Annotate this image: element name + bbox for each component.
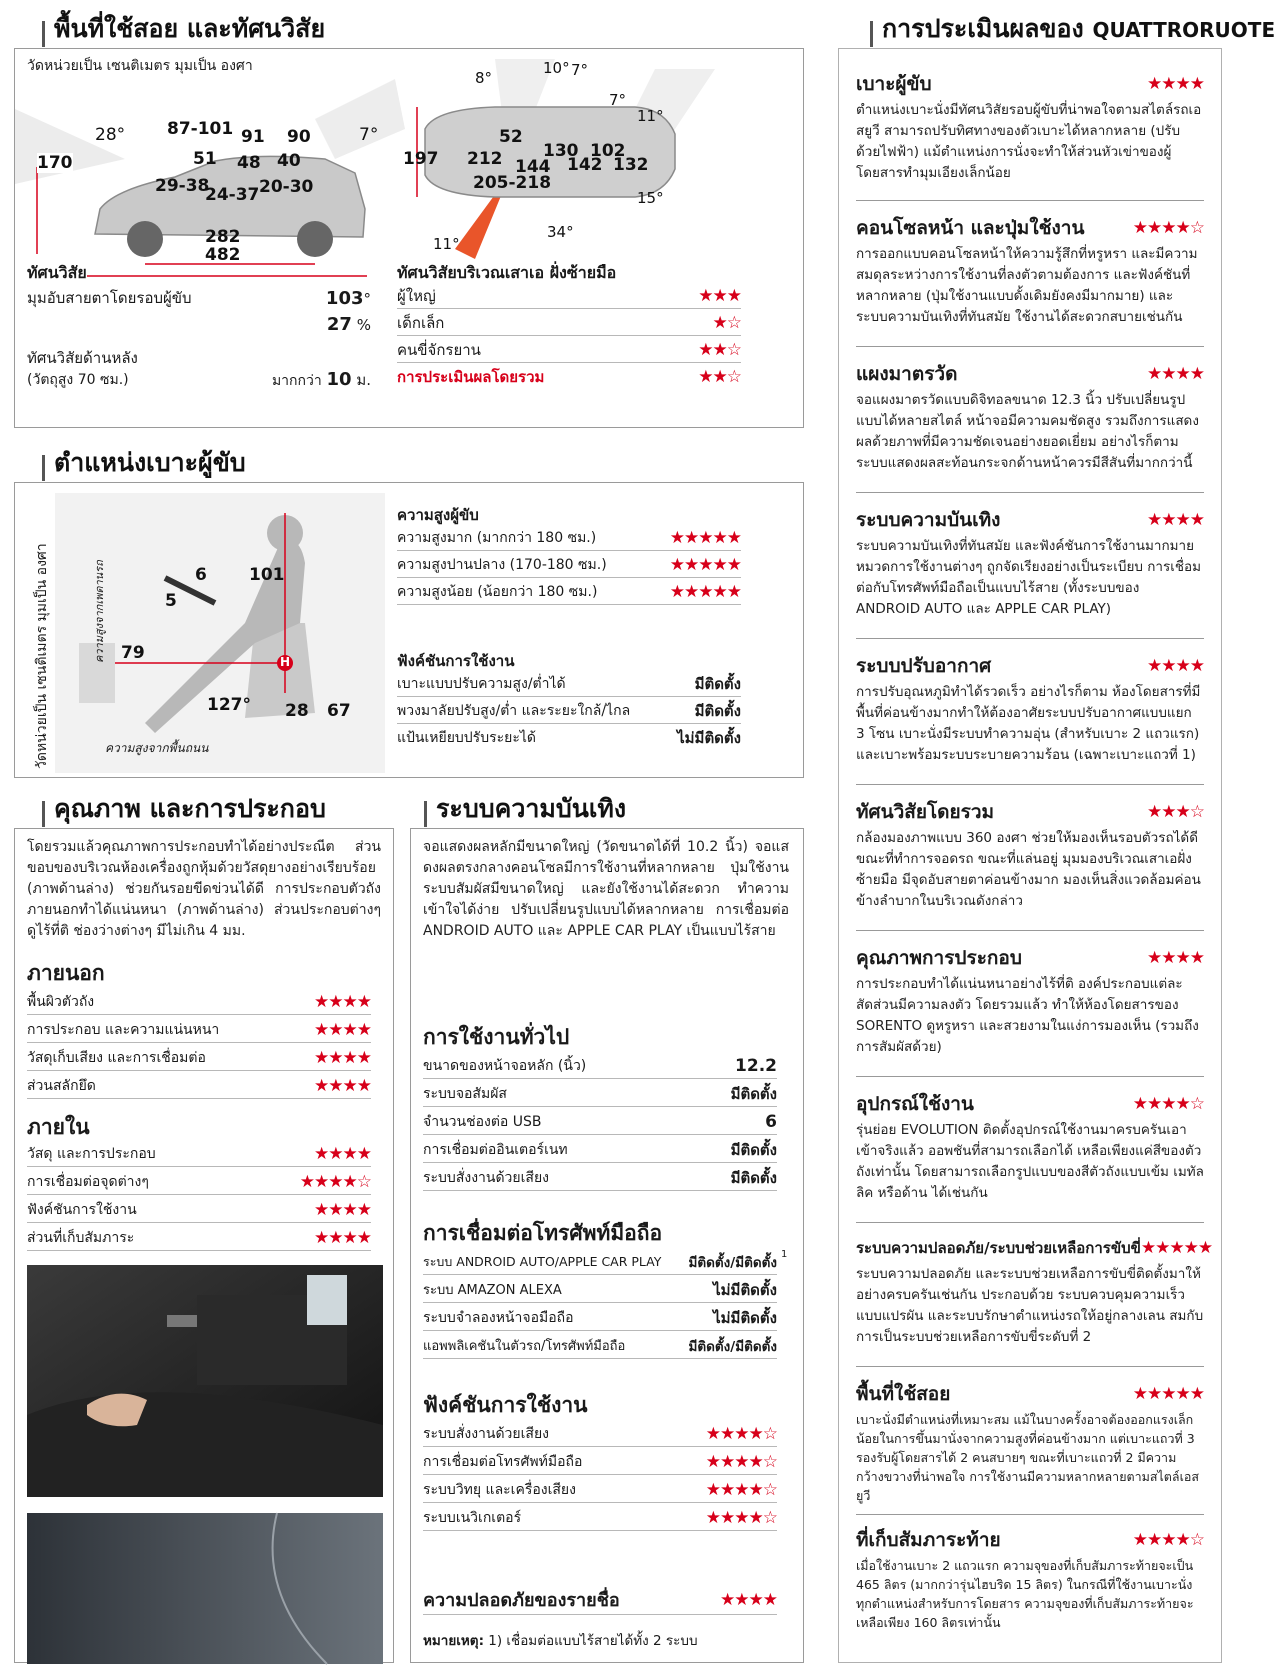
ent-func-row-phone: การเชื่อมต่อโทรศัพท์มือถือ ★★★★☆ [423, 1449, 777, 1475]
ent-func-row-voice: ระบบสั่งงานด้วยเสียง ★★★★☆ [423, 1421, 777, 1447]
top-angle-1: 8° [475, 69, 493, 87]
section-hook [42, 455, 45, 481]
review-item-space: พื้นที่ใช้สอย ★★★★★ เบาะนั่งมีตำแหน่งที่เหมาะสม แม้ในบางครั้งอาจต้องออกแรงเล็กน้อยในการขึ้นมานั่งจากความสูงที่ค่อนข้างมาก แต่เบาะแถวที่ 3 รองรับผู้โดยสารได้ 2 คนสบายๆ ขณะที่เบาะแถวที่ 2 มีความกว้างขวางที่น่าพอใจ การใช้งานมีความหลากหลายตามสไตล์เอสยูวี [856, 1383, 1204, 1503]
review-item-entertainment: ระบบความบันเทิง ★★★★ ระบบความบันเทิงที่ทันสมัย และฟังค์ชันการใช้งานมากมาย หมวดการใช้งานต่างๆ ถูกจัดเรียงอย่างเป็นระเบียบ การเชื่อมต่อกับโทรศัพท์มือถือเป็นแบบไร้สาย (ทั้งระบบของ ANDROID AUTO และ APPLE CAR PLAY) [856, 509, 1204, 617]
rear-visibility-label-1: ทัศนวิสัยด้านหลัง [27, 349, 138, 367]
gen-row-usb: จำนวนช่องต่อ USB 6 [423, 1109, 777, 1135]
driver-func-row-seat: เบาะแบบปรับความสูง/ต่ำได้ มีติดตั้ง [397, 671, 741, 697]
review-divider [856, 492, 1204, 493]
review-title-driver-seat: เบาะผู้ขับ [856, 73, 932, 95]
driver-blind-angle-label: มุมอับสายตาโดยรอบผู้ขับ [27, 289, 192, 307]
ent-func-row-radio: ระบบวิทยุ และเครื่องเสียง ★★★★☆ [423, 1477, 777, 1503]
percent-value: 27 % [326, 313, 371, 335]
top-width: 197 [403, 149, 439, 169]
side-mid-seat: 48 [237, 153, 261, 173]
entertainment-intro: จอแสดงผลหลักมีขนาดใหญ่ (วัดขนาดได้ที่ 10.2 นิ้ว) จอแสดงผลตรงกลางคอนโซลมีการใช้งานที่หลากหลาย ปุ่มใช้งานระบบสัมผัสมีขนาดใหญ่ และยังใช้งานได้สะดวก ทำความเข้าใจได้ง่าย ปรับเปลี่ยนรูปแบบได้หลากหลาย การเชื่อมต่อ ANDROID AUTO และ APPLE CAR PLAY เป็นแบบไร้สาย [423, 839, 789, 939]
side-rear-seat: 40 [277, 151, 301, 171]
side-length: 482 [205, 245, 241, 265]
phone-row-android: ระบบ ANDROID AUTO/APPLE CAR PLAY มีติดตั้ง/มีติดตั้ง [423, 1249, 777, 1275]
section-hook [42, 21, 45, 47]
top-102: 102 [590, 141, 626, 161]
review-item-build-quality: คุณภาพการประกอบ ★★★★ การประกอบทำได้แน่นหนาอย่างไร้ที่ติ องค์ประกอบแต่ละสัดส่วนมีความลงตัว โดยรวมแล้ว ทำให้ห้องโดยสารของ SORENTO ดูหรูหรา และสวยงามในแง่การมองเห็น (รวมถึงการสัมผัสด้วย) [856, 947, 1204, 1055]
entertainment-title: ระบบความบันเทิง [424, 794, 626, 824]
review-title: การประเมินผลของ QUATTRORUOTE [870, 14, 1275, 45]
quality-title: คุณภาพ และการประกอบ [42, 794, 326, 824]
top-angle-5: 11° [637, 107, 664, 125]
driver-height-heading: ความสูงผู้ขับ [397, 506, 479, 524]
ext-row-insulation: วัสดุเก็บเสียง และการเชื่อมต่อ ★★★★ [27, 1045, 371, 1071]
pillar-row-adult: ผู้ใหญ่ ★★★ [397, 283, 741, 309]
review-divider [856, 784, 1204, 785]
ent-functions-heading: ฟังค์ชันการใช้งาน [423, 1393, 588, 1417]
percent-row [27, 311, 371, 337]
section-hook [870, 21, 873, 47]
roof-height-label: ความสูงจากเพดานรถ [93, 560, 106, 663]
driver-position-title: ตำแหน่งเบาะผู้ขับ [42, 448, 246, 478]
side-mid-head: 91 [241, 127, 265, 147]
pillar-adult-stars: ★★★ [698, 285, 741, 306]
driver-height-row-short: ความสูงน้อย (น้อยกว่า 180 ซม.) ★★★★★ [397, 579, 741, 605]
pillar-row-cyclist: คนขี่จักรยาน ★★☆ [397, 337, 741, 363]
top-144: 144 [515, 157, 551, 177]
driver-func-row-wheel: พวงมาลัยปรับสูง/ต่ำ และระยะใกล้/ไกล มีติดตั้ง [397, 698, 741, 724]
int-row-storage: ส่วนที่เก็บสัมภาระ ★★★★ [27, 1225, 371, 1251]
space-visibility-title: พื้นที่ใช้สอย และทัศนวิสัย [42, 14, 325, 44]
review-divider [856, 638, 1204, 639]
review-divider [856, 346, 1204, 347]
gen-row-voice: ระบบสั่งงานด้วยเสียง มีติดตั้ง [423, 1165, 777, 1191]
contacts-safety-row: ความปลอดภัยของรายชื่อ ★★★★ [423, 1585, 777, 1615]
top-52: 52 [499, 127, 523, 147]
visibility-heading: ทัศนวิสัย [27, 263, 87, 282]
ent-func-row-nav: ระบบเนวิเกเตอร์ ★★★★☆ [423, 1505, 777, 1531]
driver-vertical-unit: วัดหน่วยเป็น เซนติเมตร มุมเป็น องศา [34, 543, 50, 769]
side-rear-head: 90 [287, 127, 311, 147]
driver-position-box [14, 482, 804, 778]
entertainment-box [410, 828, 804, 1663]
top-angle-2: 10° [543, 59, 570, 77]
phone-row-apps: แอพพลิเคชันในตัวรถ/โทรศัพท์มือถือ มีติดตั้ง/มีติดตั้ง [423, 1333, 777, 1359]
ext-row-assembly: การประกอบ และความแน่นหนา ★★★★ [27, 1017, 371, 1043]
seat-label-67: 67 [327, 701, 351, 721]
driver-height-row-mid: ความสูงปานปลาง (170-180 ซม.) ★★★★★ [397, 552, 741, 578]
pillar-row-child: เด็กเล็ก ★☆ [397, 310, 741, 336]
gen-row-internet: การเชื่อมต่ออินเตอร์เนท มีติดตั้ง [423, 1137, 777, 1163]
review-item-console: คอนโซลหน้า และปุ่มใช้งาน ★★★★☆ การออกแบบคอนโซลหน้าให้ความรู้สึกที่หรูหรา และมีความสมดุลระหว่างการใช้งานที่ลงตัวตามต้องการ และฟังค์ชันที่หลากหลาย (ปุ่มใช้งานแบบดั้งเดิมยังคงมีมากมาย) และระบบความบันเทิงที่ทันสมัย ใช้งานได้สะดวกสบายเช่นกัน [856, 217, 1204, 325]
driver-func-row-pedal: แป้นเหยียบปรับระยะได้ ไม่มีติดตั้ง [397, 729, 741, 747]
space-visibility-box [14, 48, 804, 428]
top-angle-3: 7° [571, 61, 589, 79]
pillar-overall-stars: ★★☆ [698, 367, 741, 387]
review-item-instruments: แผงมาตรวัด ★★★★ จอแผงมาตรวัดแบบดิจิทอลขนาด 12.3 นิ้ว ปรับเปลี่ยนรูปแบบได้หลายสไตล์ หน้าจอมีความคมชัดสูง รวมถึงการแสดงผลด้วยภาพที่มีความชัดเจนอย่างยอดเยี่ยม อย่างไรก็ตามระบบแสดงผลสะท้อนกระจกด้านหน้าควรมีสีสันที่มากกว่านี้ [856, 363, 1204, 471]
side-front-seat: 51 [193, 149, 217, 169]
review-divider [856, 1514, 1204, 1515]
driver-height-row-tall: ความสูงมาก (มากกว่า 180 ซม.) ★★★★★ [397, 525, 741, 551]
side-rear-leg: 20-30 [259, 177, 314, 197]
seat-label-28: 28 [285, 701, 309, 721]
top-130: 130 [543, 141, 579, 161]
entertainment-footnote: หมายเหตุ: 1) เชื่อมต่อแบบไร้สายได้ทั้ง 2 ระบบ [423, 1633, 698, 1649]
pillar-row-overall: การประเมินผลโดยรวม ★★☆ [397, 367, 741, 387]
exterior-heading: ภายนอก [27, 961, 105, 985]
seat-label-101: 101 [249, 565, 285, 585]
phone-row-alexa: ระบบ AMAZON ALEXA ไม่มีติดตั้ง [423, 1277, 777, 1303]
review-item-safety: ระบบความปลอดภัย/ระบบช่วยเหลือการขับขี่ ★★★★★ ระบบความปลอดภัย และระบบช่วยเหลือการขับขี่ติดตั้งมาให้อย่างครบครันเช่นกัน ประกอบด้วย ระบบควบคุมความเร็วแบบแปรผัน และระบบรักษาตำแหน่งรถให้อยู่กลางเลน สมกับการเป็นระบบช่วยเหลือการขับขี่ระดับที่ 2 [856, 1238, 1213, 1345]
int-row-functions: ฟังค์ชันการใช้งาน ★★★★ [27, 1197, 371, 1223]
ext-row-fasteners: ส่วนสลักยึด ★★★★ [27, 1073, 371, 1099]
int-row-materials: วัสดุ และการประกอบ ★★★★ [27, 1141, 371, 1167]
driver-blind-angle-row [27, 285, 371, 311]
rear-visibility-row [27, 367, 371, 393]
phone-row-mirror: ระบบจำลองหน้าจอมือถือ ไม่มีติดตั้ง [423, 1305, 777, 1331]
gen-row-screen: ขนาดของหน้าจอหลัก (นิ้ว) 12.2 [423, 1053, 777, 1079]
review-divider [856, 1222, 1204, 1223]
rear-wheel [297, 221, 333, 257]
section-hook [42, 801, 45, 827]
review-item-driver-seat: เบาะผู้ขับ ★★★★ ตำแหน่งเบาะนั่งมีทัศนวิสัยรอบผู้ขับที่น่าพอใจตามสไตล์รถเอสยูวี สามารถปรับทิศทางของตัวเบาะได้หลากหลาย (ปรับด้วยไฟฟ้า) แม้ตำแหน่งการนั่งจะทำให้ส่วนหัวเข่าของผู้โดยสารทำมุมเอียงเล็กน้อย [856, 70, 1204, 184]
review-item-trunk: ที่เก็บสัมภาระท้าย ★★★★☆ เมื่อใช้งานเบาะ 2 แถวแรก ความจุของที่เก็บสัมภาระท้ายจะเป็น 465 ลิตร (มากกว่ารุ่นไฮบริด 15 ลิตร) ในกรณีที่ใช้งานเบาะนั่งทุกตำแหน่งสำหรับการโดยสาร ความจุของที่เก็บสัมภาระท้ายจะเหลือเพียง 160 ลิตรเท่านั้น [856, 1529, 1204, 1630]
body-panel-photo [27, 1513, 383, 1664]
quality-intro: โดยรวมแล้วคุณภาพการประกอบทำได้อย่างประณีต ส่วนขอบของบริเวณห้องเครื่องถูกหุ้มด้วยวัสดุยางอย่างเรียบร้อย (ภาพด้านล่าง) ช่วยกันรอยขีดข่วนได้ดี การประกอบตัวถังภายนอกทำได้แน่นหนา (ภาพด้านล่าง) ส่วนประกอบต่างๆ ดูไร้ที่ติ ช่องว่างต่างๆ มีไม่เกิน 4 มม. [27, 839, 381, 939]
top-132: 132 [613, 155, 649, 175]
vision-cone-rear [315, 79, 405, 159]
review-divider [856, 1366, 1204, 1367]
pillar-cyclist-stars: ★★☆ [698, 339, 741, 360]
rear-visibility-value: มากกว่า 10 ม. [271, 369, 371, 390]
review-item-climate: ระบบปรับอากาศ ★★★★ การปรับอุณหภูมิทำได้รวดเร็ว อย่างไรก็ตาม ห้องโดยสารที่มีพื้นที่ค่อนข้างมากทำให้ต้องอาศัยระบบปรับอากาศแบบแยก 3 โซน เบาะนั่งมีระบบทำความอุ่น (สำหรับเบาะ 2 แถวแรก) และเบาะพร้อมระบบระบายความร้อน (เฉพาะเบาะแถวที่ 1) [856, 655, 1204, 763]
review-divider [856, 930, 1204, 931]
driver-functions-heading: ฟังค์ชันการใช้งาน [397, 652, 515, 670]
section-hook [424, 801, 427, 827]
side-head-angle: 28° [95, 125, 126, 145]
side-mid-leg: 24-37 [205, 185, 260, 205]
engine-bay-photo [27, 1265, 383, 1497]
side-height: 170 [37, 153, 73, 173]
front-wheel [127, 221, 163, 257]
pillar-heading: ทัศนวิสัยบริเวณเสาเอ ฝั่งซ้ายมือ [397, 263, 617, 282]
review-divider [856, 200, 1204, 201]
top-angle-6: 15° [637, 189, 664, 207]
side-wheelbase: 282 [205, 227, 241, 247]
review-item-visibility: ทัศนวิสัยโดยรวม ★★★☆ กล้องมองภาพแบบ 360 องศา ช่วยให้มองเห็นรอบตัวรถได้ดีขณะที่ทำการจอดรถ ขณะที่แล่นอยู่ มุมมองบริเวณเสาเอฝั่งซ้ายมือ มีจุดอับสายตาค่อนข้างมาก มองเห็นสิ่งแวดล้อมค่อนข้างลำบากในบริเวณดังกล่าว [856, 801, 1204, 909]
top-angle-8: 11° [433, 235, 460, 253]
top-205-218: 205-218 [473, 173, 552, 193]
review-divider [856, 1076, 1204, 1077]
phone-footnote-marker: 1 [781, 1249, 788, 1260]
quality-box [14, 828, 394, 1663]
top-angle-4: 7° [609, 91, 627, 109]
seat-label-79: 79 [121, 643, 145, 663]
side-roof-angle: 7° [359, 125, 379, 145]
phone-heading: การเชื่อมต่อโทรศัพท์มือถือ [423, 1221, 663, 1245]
int-row-joints: การเชื่อมต่อจุดต่างๆ ★★★★☆ [27, 1169, 371, 1195]
top-angle-7: 34° [547, 223, 574, 241]
review-text-driver-seat: ตำแหน่งเบาะนั่งมีทัศนวิสัยรอบผู้ขับที่น่าพอใจตามสไตล์รถเอสยูวี สามารถปรับทิศทางของตัวเบาะได้หลากหลาย (ปรับด้วยไฟฟ้า) แม้ตำแหน่งการนั่งจะทำให้ส่วนหัวเข่าของผู้โดยสารทำมุมเอียงเล็กน้อย [856, 102, 1202, 181]
seat-label-5: 5 [165, 591, 177, 611]
pillar-child-stars: ★☆ [712, 312, 741, 333]
side-front-leg: 29-38 [155, 176, 210, 196]
h-point-label: H [280, 655, 291, 669]
general-use-heading: การใช้งานทั่วไป [423, 1025, 570, 1049]
driver-blind-angle-value: 103° [325, 287, 371, 309]
gen-row-touch: ระบบจอสัมผัส มีติดตั้ง [423, 1081, 777, 1107]
seat-label-127: 127° [207, 695, 251, 715]
top-142: 142 [567, 155, 603, 175]
seat-label-6: 6 [195, 565, 207, 585]
side-front-head: 87-101 [167, 119, 234, 139]
rear-visibility-label-2: (วัตถุสูง 70 ซม.) [27, 372, 129, 388]
interior-heading: ภายใน [27, 1115, 90, 1139]
ext-row-surface: พื้นผิวตัวถัง ★★★★ [27, 989, 371, 1015]
floor-height-label: ความสูงจากพื้นถนน [105, 741, 209, 755]
unit-note: วัดหน่วยเป็น เซนติเมตร มุมเป็น องศา [27, 58, 253, 74]
top-212: 212 [467, 149, 503, 169]
review-item-equipment: อุปกรณ์ใช้งาน ★★★★☆ รุ่นย่อย EVOLUTION ติดตั้งอุปกรณ์ใช้งานมาครบครันเอาเข้าจริงแล้ว ออพชันที่สามารถเลือกได้ เหลือเพียงแค่สีของตัวถังเท่านั้น โดยสามารถเลือกรูปแบบของสีตัวถังแบบเข้ม เมทัลลิค หรือด้าน ได้เช่นกัน [856, 1093, 1204, 1201]
